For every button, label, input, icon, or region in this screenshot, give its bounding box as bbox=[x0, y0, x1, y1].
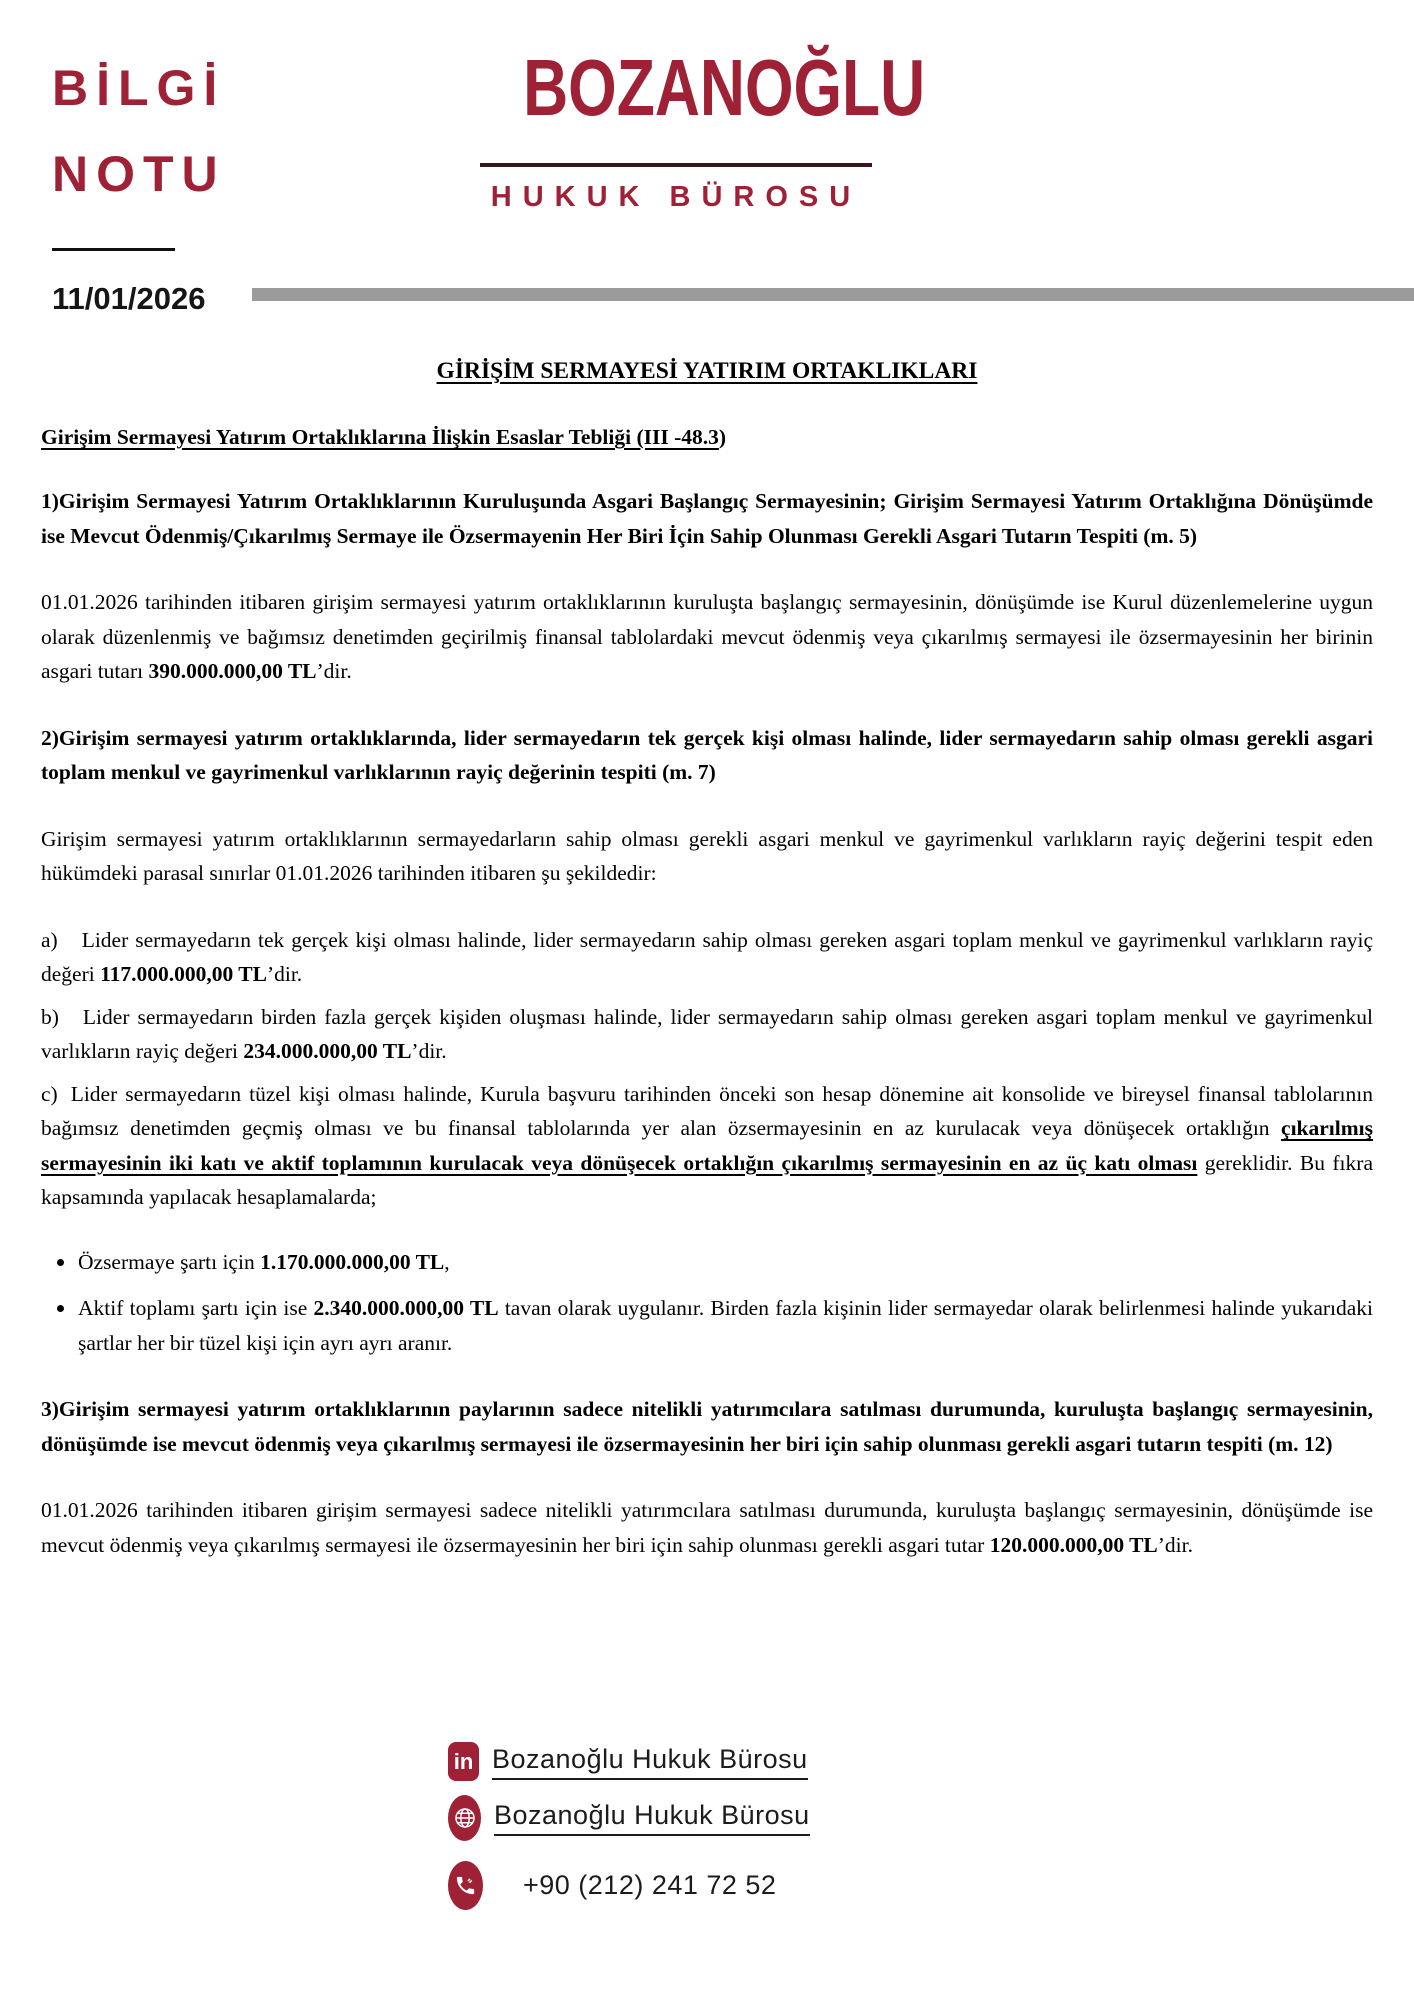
section1-paragraph-tail: ’dir. bbox=[316, 659, 352, 683]
list-item-c-text: Lider sermayedarın tüzel kişi olması halinde, Kurula başvuru tarihinden önceki son hesap dönemine ait konsolide ve bireysel finansal tablolarının bağımsız denetimden geçmiş olması ve bu finansal tablolarında yer alan özsermayesinin en az kurulacak veya dönüşecek ortaklığın bbox=[41, 1081, 1373, 1140]
bullet-equity-threshold bbox=[41, 1245, 1373, 1280]
amount-1170m: 1.170.000.000,00 TL bbox=[260, 1249, 445, 1274]
amount-2340m: 2.340.000.000,00 TL bbox=[313, 1296, 499, 1320]
section2-intro-paragraph: Girişim sermayesi yatırım ortaklıklarının sermayedarların sahip olması gerekli asgari menkul ve gayrimenkul varlıkların rayiç değerini tespit eden hükümdeki parasal sınırlar 01.01.2026 tarihinden itibaren şu şekildedir: bbox=[41, 826, 1373, 885]
list-item-c-emphasis: çıkarılmış sermayesinin iki katı ve aktif toplamının kurulacak veya dönüşecek ortaklığın çıkarılmış sermayesinin en az üç katı olması bbox=[41, 1116, 1373, 1175]
list-item-b-label: b) bbox=[41, 1004, 59, 1029]
list-item-a-label: a) bbox=[41, 927, 58, 952]
linkedin-link[interactable] bbox=[448, 1742, 810, 1781]
note-label-line1: BİLGİ bbox=[52, 60, 226, 116]
list-item-c bbox=[41, 1077, 1373, 1215]
phone-icon bbox=[448, 1861, 483, 1910]
contact-footer bbox=[448, 1742, 810, 1910]
list-item-b-tail: ’dir. bbox=[411, 1039, 447, 1063]
list-item-c-label: c) bbox=[41, 1081, 58, 1106]
bullet1-tail: , bbox=[444, 1249, 450, 1274]
section3-heading: 3)Girişim sermayesi yatırım ortaklıklarının paylarının sadece nitelikli yatırımcılara satılması durumunda, kuruluşta başlangıç sermayesinin, dönüşümde ise mevcut ödenmiş veya çıkarılmış sermayesi ile özsermayesinin her biri için sahip olunması gerekli asgari tutarın tespiti (m. 12) bbox=[41, 1397, 1373, 1456]
note-badge bbox=[52, 45, 226, 317]
list-item-b-text: Lider sermayedarın birden fazla gerçek kişiden oluşması halinde, lider sermayedarın sahip olması gereken asgari toplam menkul ve gayrimenkul varlıkların rayiç değeri bbox=[41, 1004, 1373, 1063]
linkedin-icon-glyph: in bbox=[453, 1748, 474, 1774]
list-item-c-tail: gereklidir. Bu fıkra kapsamında yapılacak hesaplamalarda; bbox=[41, 1150, 1373, 1209]
list-item-a-tail: ’dir. bbox=[266, 962, 303, 986]
firm-logo-wordmark: BOZANOĞLU bbox=[523, 43, 926, 132]
document-subtitle-paren: ) bbox=[718, 425, 727, 449]
bullet2-tail: tavan olarak uygulanır. Birden fazla kişinin lider sermayedar olarak belirlenmesi halinde yukarıdaki şartlar her bir tüzel kişi için ayrı ayrı aranır. bbox=[78, 1296, 1374, 1355]
bullet2-text: Aktif toplamı şartı için ise bbox=[78, 1296, 314, 1320]
section1-heading: 1)Girişim Sermayesi Yatırım Ortaklıklarının Kuruluşunda Asgari Başlangıç Sermayesinin; Girişim Sermayesi Yatırım Ortaklığına Dönüşümde ise Mevcut Ödenmiş/Çıkarılmış Sermaye ile Özsermayenin Her Biri İçin Sahip Olunması Gerekli Asgari Tutarın Tespiti (m. 5) bbox=[41, 489, 1373, 548]
phone-contact[interactable] bbox=[448, 1861, 810, 1910]
list-item-a bbox=[41, 923, 1373, 992]
document-body bbox=[41, 356, 1373, 1562]
amount-120m: 120.000.000,00 TL bbox=[989, 1532, 1158, 1557]
website-link[interactable] bbox=[448, 1795, 810, 1841]
bullet-total-assets-threshold bbox=[41, 1291, 1373, 1360]
firm-logo-rule bbox=[480, 163, 872, 167]
phone-number: +90 (212) 241 72 52 bbox=[523, 1870, 777, 1900]
document-subtitle bbox=[41, 422, 1373, 452]
website-link-label: Bozanoğlu Hukuk Bürosu bbox=[494, 1800, 810, 1836]
section1-paragraph bbox=[41, 585, 1373, 689]
section3-paragraph-tail: ’dir. bbox=[1157, 1532, 1193, 1557]
section1-paragraph-text: 01.01.2026 tarihinden itibaren girişim sermayesi yatırım ortaklıklarının kuruluşta başlangıç sermayesinin, dönüşümde ise Kurul düzenlemelerine uygun olarak düzenlenmiş ve bağımsız denetimden geçirilmiş finansal tablolardaki mevcut ödenmiş veya çıkarılmış sermayesi ile özsermayesinin her birinin asgari tutarı bbox=[41, 590, 1373, 683]
amount-390m: 390.000.000,00 TL bbox=[148, 659, 317, 683]
bullet1-text: Özsermaye şartı için bbox=[78, 1249, 261, 1274]
header-divider-bar bbox=[252, 288, 1414, 301]
firm-logo bbox=[480, 40, 926, 214]
linkedin-link-label: Bozanoğlu Hukuk Bürosu bbox=[492, 1744, 808, 1780]
list-item-b bbox=[41, 1000, 1373, 1069]
note-label-line2: NOTU bbox=[52, 146, 226, 202]
document-date: 11/01/2026 bbox=[52, 281, 206, 316]
linkedin-icon bbox=[448, 1742, 479, 1781]
amount-117m: 117.000.000,00 TL bbox=[100, 962, 267, 986]
firm-logo-subtitle: HUKUK BÜROSU bbox=[490, 181, 862, 213]
document-subtitle-text: Girişim Sermayesi Yatırım Ortaklıklarına İlişkin Esaslar Tebliği (III -48.3 bbox=[41, 425, 719, 449]
threshold-bullet-list bbox=[41, 1245, 1373, 1361]
section2-heading: 2)Girişim sermayesi yatırım ortaklıklarında, lider sermayedarın tek gerçek kişi olması halinde, lider sermayedarın sahip olması gerekli asgari toplam menkul ve gayrimenkul varlıklarının rayiç değerinin tespiti (m. 7) bbox=[41, 725, 1373, 784]
note-underline-rule bbox=[52, 248, 175, 251]
globe-icon bbox=[448, 1795, 481, 1841]
section3-paragraph-text: 01.01.2026 tarihinden itibaren girişim sermayesi sadece nitelikli yatırımcılara satılması durumunda, kuruluşta başlangıç sermayesinin, dönüşümde ise mevcut ödenmiş veya çıkarılmış sermayesi ile özsermayesinin her biri için sahip olunması gerekli asgari tutar bbox=[41, 1498, 1373, 1557]
amount-234m: 234.000.000,00 TL bbox=[243, 1039, 412, 1063]
section3-paragraph bbox=[41, 1493, 1373, 1562]
document-title: GİRİŞİM SERMAYESİ YATIRIM ORTAKLIKLARI bbox=[436, 358, 978, 384]
list-item-a-text: Lider sermayedarın tek gerçek kişi olması halinde, lider sermayedarın sahip olması gereken asgari toplam menkul ve gayrimenkul varlıkların rayiç değeri bbox=[41, 927, 1373, 986]
